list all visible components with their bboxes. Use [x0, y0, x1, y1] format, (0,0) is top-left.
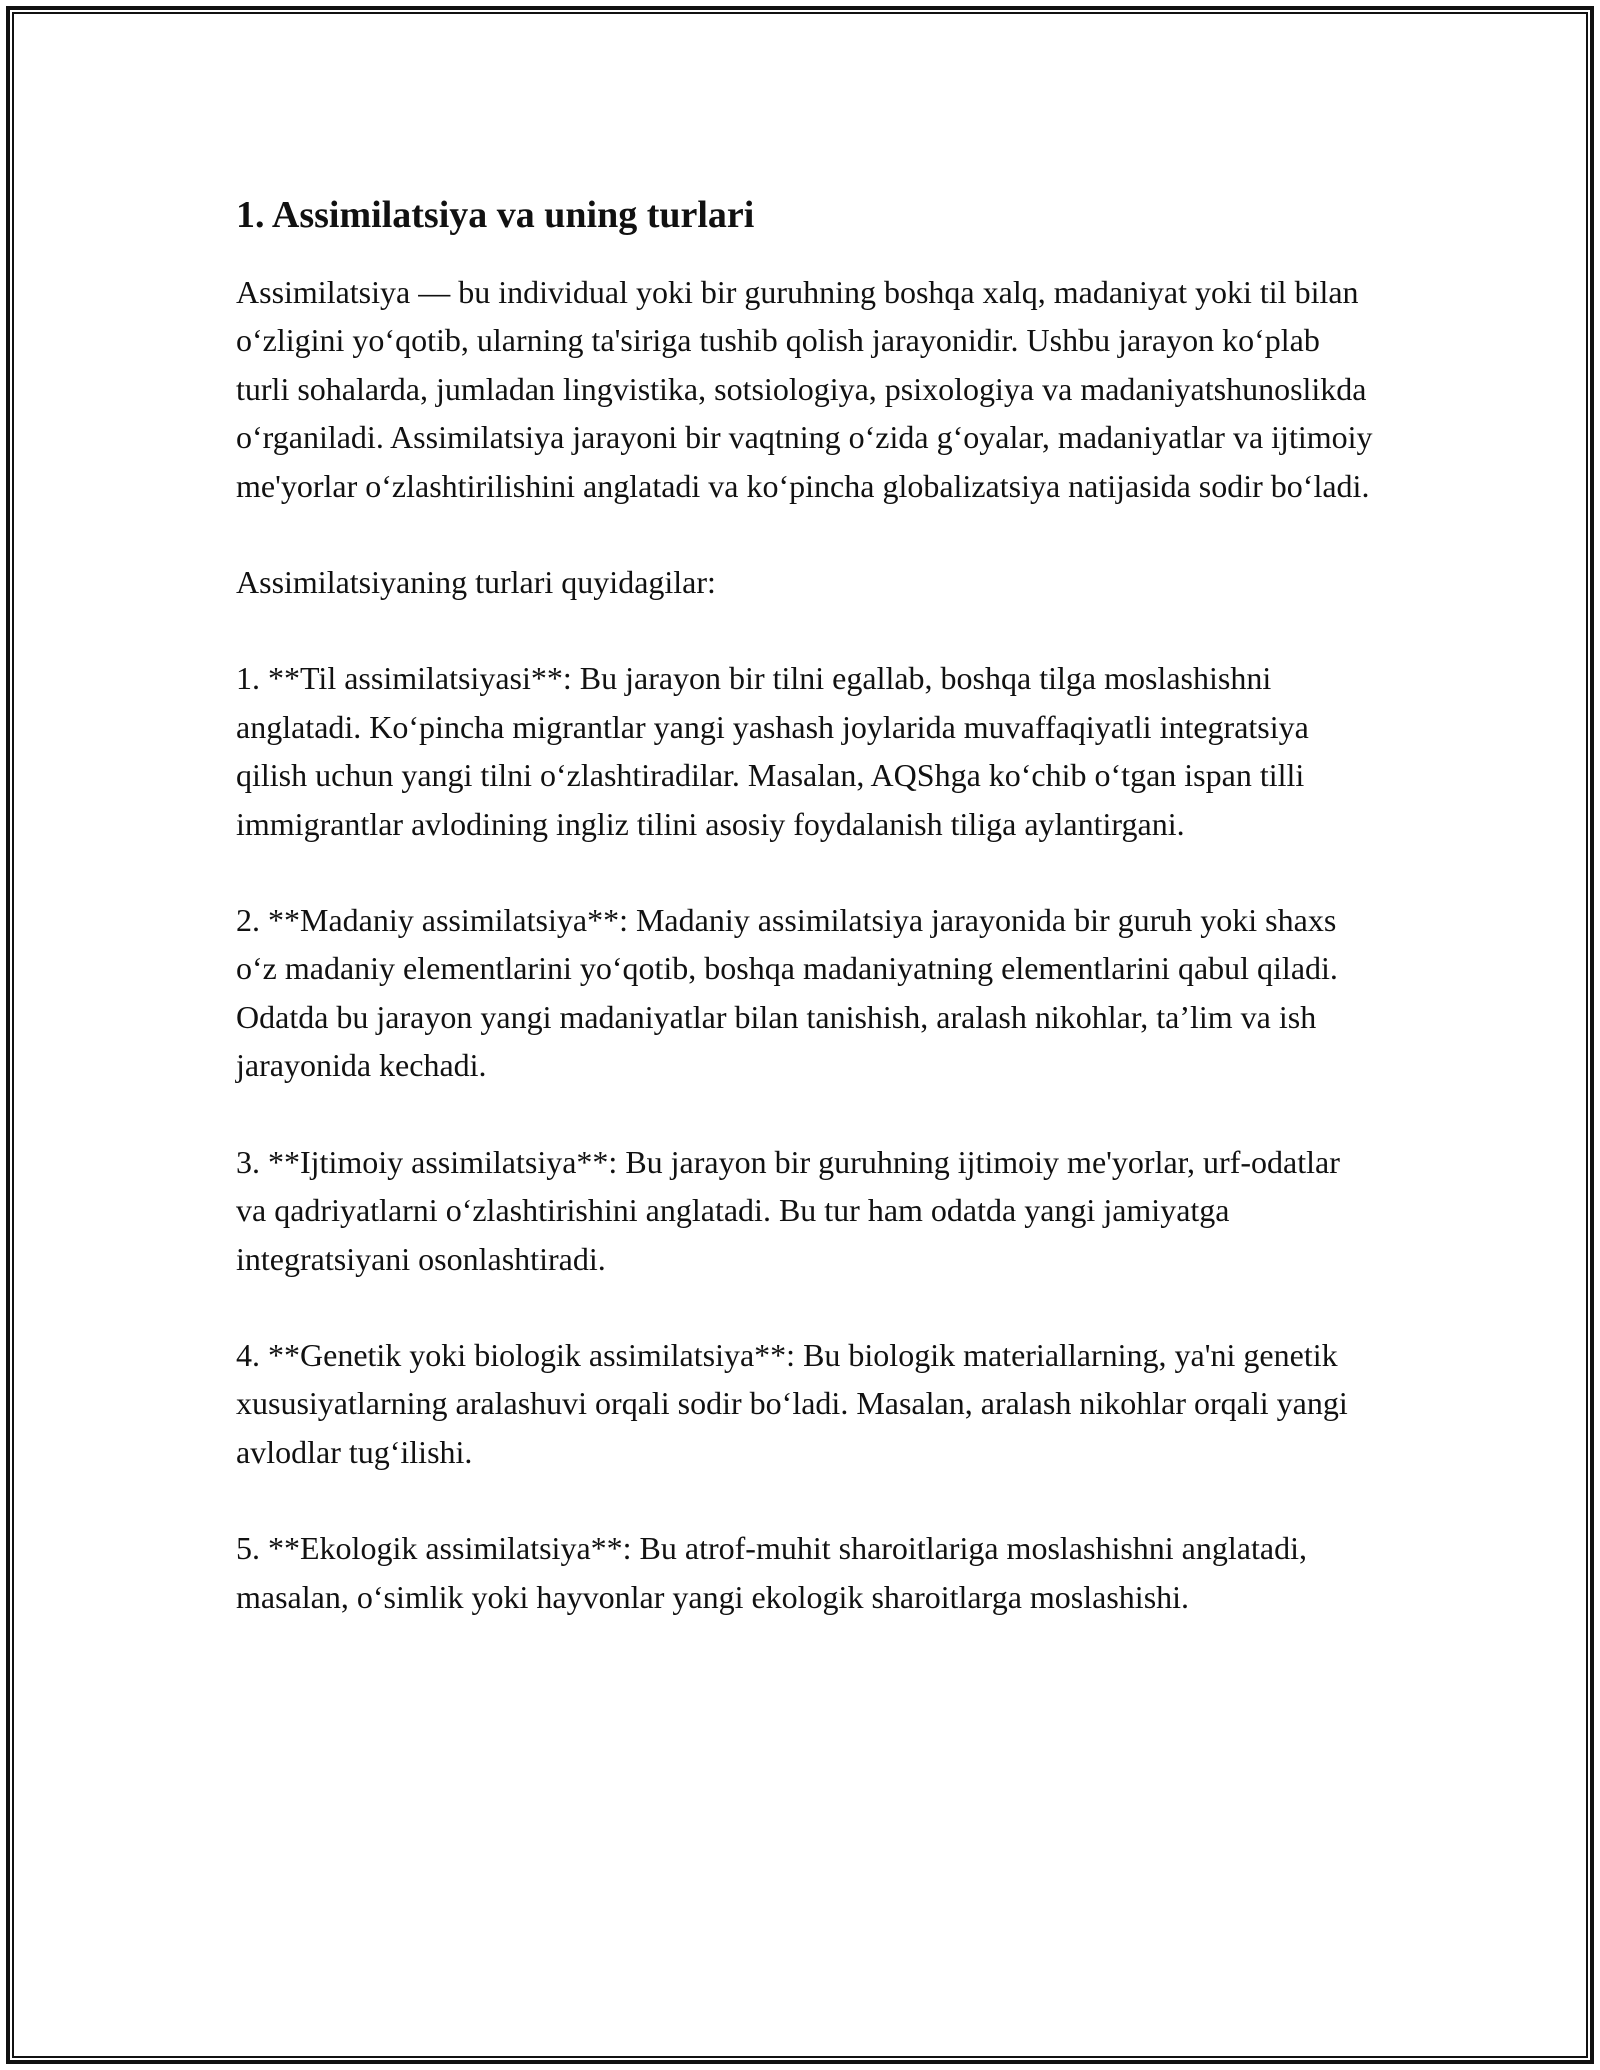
- document-body: [236, 190, 1376, 1621]
- type-item-language: 1. **Til assimilatsiyasi**: Bu jarayon bir tilni egallab, boshqa tilga moslashishni anglatadi. Ko‘pincha migrantlar yangi yashash joylarida muvaffaqiyatli integratsiya qilish uchun yangi tilni o‘zlashtiradilar. Masalan, AQShga ko‘chib o‘tgan ispan tilli immigrantlar avlodining ingliz tilini asosiy foydalanish tiliga aylantirgani.: [236, 660, 1309, 842]
- type-item-ecological: 5. **Ekologik assimilatsiya**: Bu atrof-muhit sharoitlariga moslashishni anglatadi, masalan, o‘simlik yoki hayvonlar yangi ekologik sharoitlarga moslashishi.: [236, 1530, 1307, 1615]
- section-heading: 1. Assimilatsiya va uning turlari: [236, 194, 755, 236]
- intro-paragraph: Assimilatsiya — bu individual yoki bir guruhning boshqa xalq, madaniyat yoki til bilan o‘zligini yo‘qotib, ularning ta'siriga tushib qolish jarayonidir. Ushbu jarayon ko‘plab turli sohalarda, jumladan lingvistika, sotsiologiya, psixologiya va madaniyatshunoslikda o‘rganiladi. Assimilatsiya jarayoni bir vaqtning o‘zida g‘oyalar, madaniyatlar va ijtimoiy me'yorlar o‘zlashtirilishini anglatadi va ko‘pincha globalizatsiya natijasida sodir bo‘ladi.: [236, 274, 1373, 504]
- type-item-social: 3. **Ijtimoiy assimilatsiya**: Bu jarayon bir guruhning ijtimoiy me'yorlar, urf-odatlar va qadriyatlarni o‘zlashtirishini anglatadi. Bu tur ham odatda yangi jamiyatga integratsiyani osonlashtiradi.: [236, 1143, 1340, 1277]
- type-item-genetic: 4. **Genetik yoki biologik assimilatsiya**: Bu biologik materiallarning, ya'ni genetik xususiyatlarning aralashuvi orqali sodir bo‘ladi. Masalan, aralash nikohlar orqali yangi avlodlar tug‘ilishi.: [236, 1336, 1348, 1470]
- types-intro-paragraph: Assimilatsiyaning turlari quyidagilar:: [236, 564, 716, 601]
- type-item-cultural: 2. **Madaniy assimilatsiya**: Madaniy assimilatsiya jarayonida bir guruh yoki shaxs o‘z madaniy elementlarini yo‘qotib, boshqa madaniyatning elementlarini qabul qiladi. Odatda bu jarayon yangi madaniyatlar bilan tanishish, aralash nikohlar, ta’lim va ish jarayonida kechadi.: [236, 902, 1338, 1084]
